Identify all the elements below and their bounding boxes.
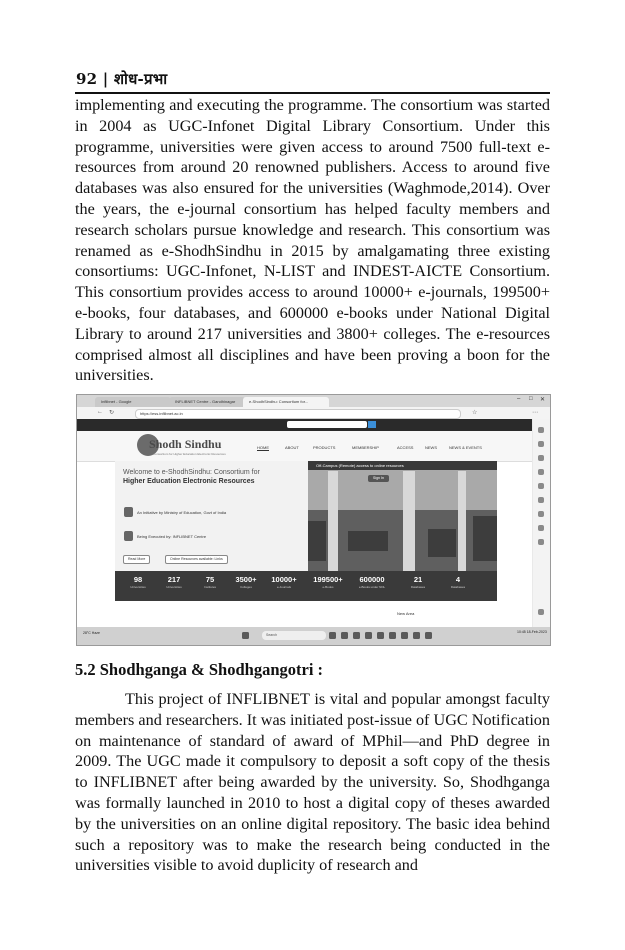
- emblem-icon: [124, 531, 133, 541]
- hero-welcome: Welcome to e-ShodhSindhu: Consortium for: [123, 469, 260, 476]
- stat-value: 3500+: [235, 575, 257, 584]
- site-header: [77, 431, 532, 462]
- sidebar-icon: [538, 469, 544, 475]
- hero-library-photo: [308, 461, 497, 571]
- stat-item: [355, 575, 389, 589]
- taskbar-app-icon: [365, 632, 372, 639]
- stat-value: 98: [133, 575, 143, 584]
- taskbar-search: Search: [262, 631, 326, 640]
- stat-label: Databases: [450, 585, 466, 589]
- stat-label: Institutes: [203, 585, 216, 589]
- sidebar-icon: [538, 427, 544, 433]
- header-separator: |: [102, 70, 109, 88]
- browser-sidebar: [533, 419, 550, 627]
- close-icon: ✕: [540, 397, 546, 403]
- sign-in-button: Sign In: [368, 475, 389, 482]
- photo-shelf: [308, 521, 326, 561]
- start-icon: [242, 632, 249, 639]
- taskbar-app-icon: [413, 632, 420, 639]
- site-menu-item: NEWS: [425, 445, 437, 450]
- sidebar-icon: [538, 539, 544, 545]
- stat-item: [229, 575, 263, 589]
- back-icon: ←: [97, 409, 103, 415]
- stat-value: 199500+: [313, 575, 343, 584]
- stat-value: 600000: [359, 575, 385, 584]
- sidebar-icon: [538, 497, 544, 503]
- photo-pillar: [328, 471, 338, 571]
- header-rule: [75, 92, 550, 94]
- page-number: 92: [76, 70, 98, 88]
- photo-shelf: [473, 516, 497, 561]
- browser-tab: INFLIBNET Centre - Gandhinagar: [169, 397, 245, 407]
- stat-label: Databases: [410, 585, 426, 589]
- sidebar-icon: [538, 525, 544, 531]
- stat-item: [441, 575, 475, 589]
- stat-item: [193, 575, 227, 589]
- taskbar-app-icon: [377, 632, 384, 639]
- online-resources-button: Online Resources available: Links: [165, 555, 228, 564]
- initiative-text: An Initiative by Ministry of Education, Govt of India: [137, 510, 227, 515]
- site-menu-item: NEWS & EVENTS: [449, 445, 482, 450]
- site-menu-item: ACCESS: [397, 445, 414, 450]
- hero-text-panel: [115, 461, 308, 571]
- star-icon: ☆: [472, 410, 478, 416]
- site-menu-item: PRODUCTS: [313, 445, 336, 450]
- sidebar-icon: [538, 511, 544, 517]
- stat-value: 75: [205, 575, 215, 584]
- site-menu-item: ABOUT: [285, 445, 299, 450]
- stat-value: 10000+: [271, 575, 297, 584]
- taskbar-app-icon: [353, 632, 360, 639]
- read-more-button: Read More: [123, 555, 150, 564]
- sidebar-icon: [538, 455, 544, 461]
- stat-item: [267, 575, 301, 589]
- url-field: https://ess.inflibnet.ac.in: [135, 409, 461, 419]
- offcampus-banner: Off-Campus (Remote) access to online resources: [308, 461, 497, 470]
- sidebar-icon: [538, 609, 544, 615]
- journal-name: शोध-प्रभा: [113, 70, 168, 88]
- site-menu-item: MEMBERSHIP: [352, 445, 379, 450]
- stat-value: 4: [455, 575, 461, 584]
- stat-label: Universities: [130, 585, 146, 589]
- site-search-button: [368, 421, 376, 428]
- menu-icon: ⋯: [532, 410, 538, 416]
- stat-label: e-Journals: [276, 585, 291, 589]
- stat-item: [401, 575, 435, 589]
- executed-by-text: Being Executed by: INFLIBNET Centre: [137, 534, 207, 539]
- site-search-input: [287, 421, 367, 428]
- photo-shelf: [348, 531, 388, 551]
- section-heading: 5.2 Shodhganga & Shodhgangotri :: [75, 660, 324, 679]
- stat-label: Colleges: [240, 585, 252, 589]
- paragraph-1: implementing and executing the programme. The consortium was started in 2004 as UGC-Infonet Digital Library Consortium. Under this programme, universities were given access to around 7500 full-text e-resources from around 20 renowned publishers. Access to around five databases was also ensured for the universities (Waghmode,2014). Over the years, the e-journal consortium has helped faculty members and research scholars pursue knowledge and research. This consortium was renamed as e-ShodhSindhu in 2015 by amalgamating three existing consortiums: UGC-Infonet, N-LIST and INDEST-AICTE Consortium. This consortium provides access to around 10000+ e-journals, 199500+ e-books, four databases, and 600000 e-books under National Digital Library to around 217 universities and 3800+ colleges. The e-resources comprised almost all disciplines and have been proving a boon for the universities.: [75, 96, 550, 385]
- photo-shelf: [428, 529, 456, 557]
- taskbar-clock: 10:45 18-Feb-2023: [517, 630, 547, 634]
- website-viewport: [77, 419, 532, 627]
- new-area-label: New Area: [397, 611, 415, 616]
- maximize-icon: □: [529, 396, 533, 402]
- stat-item: [157, 575, 191, 589]
- browser-tab-bar: [77, 395, 550, 407]
- site-menu-item: HOME: [257, 445, 269, 450]
- site-logo: Shodh Sindhu: [149, 437, 222, 451]
- browser-tab-active: e-ShodhSindhu: Consortium for...: [243, 397, 329, 407]
- browser-tab: Inflibnet - Google: [95, 397, 171, 407]
- stat-label: e-Books: [322, 585, 334, 589]
- site-top-bar: [77, 419, 532, 431]
- taskbar-app-icon: [401, 632, 408, 639]
- stat-label: e-Books under NDL: [358, 585, 386, 589]
- taskbar-app-icon: [329, 632, 336, 639]
- photo-pillar: [458, 471, 466, 571]
- stat-value: 217: [167, 575, 181, 584]
- reload-icon: ↻: [109, 410, 115, 416]
- taskbar-app-icon: [389, 632, 396, 639]
- stat-value: 21: [413, 575, 423, 584]
- address-bar-row: [77, 407, 550, 419]
- running-header: [76, 69, 167, 89]
- sidebar-icon: [538, 483, 544, 489]
- stat-item: [121, 575, 155, 589]
- stats-bar: [115, 571, 497, 601]
- paragraph-2: This project of INFLIBNET is vital and popular amongst faculty members and researchers. It was initiated post-issue of UGC Notification on maintenance of standard of award of MPhil—and PhD degree in 2009. The UGC made it compulsory to deposit a soft copy of the thesis to INFLIBNET after being awarded by the university. So, Shodhganga was formally launched in 2010 to host a digital copy of theses awarded by the universities on an online digital repository. The basic idea behind such a repository was to make the research being conducted in the universities visible to avoid duplicity of research and: [75, 690, 550, 875]
- taskbar-weather: 28°C Haze: [83, 631, 100, 635]
- site-logo-subtitle: Consortium for Higher Education Electronic Resources: [153, 452, 226, 456]
- hero-title: Higher Education Electronic Resources: [123, 478, 255, 485]
- os-taskbar: [77, 627, 550, 645]
- stat-item: [311, 575, 345, 589]
- taskbar-app-icon: [341, 632, 348, 639]
- website-screenshot: [76, 394, 551, 646]
- photo-pillar: [403, 471, 415, 571]
- minimize-icon: –: [517, 396, 521, 402]
- emblem-icon: [124, 507, 133, 517]
- stat-label: Universities: [166, 585, 182, 589]
- sidebar-icon: [538, 441, 544, 447]
- taskbar-app-icon: [425, 632, 432, 639]
